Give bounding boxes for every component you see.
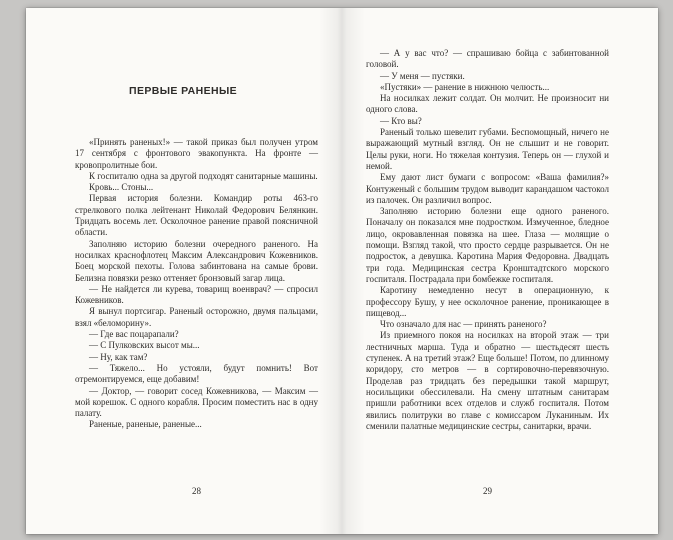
paragraph: На носилках лежит солдат. Он молчит. Не произносит ни одного слова. bbox=[366, 93, 609, 115]
paragraph: Первая история болезни. Командир роты 463-го стрелкового полка лейтенант Николай Федорович Белянкин. Тридцать восемь лет. Осколочное ранение правой поясничной области. bbox=[75, 193, 318, 238]
left-page-text bbox=[75, 137, 318, 431]
paragraph: Раненый только шевелит губами. Беспомощный, ничего не выражающий мутный взгляд. Он не слышит и не говорит. Целы руки, ноги. Но тяжелая контузия. Теперь он — глухой и немой. bbox=[366, 127, 609, 171]
paragraph: Каротину немедленно несут в операционную, к профессору Бушу, у нее осколочное ранение, проникающее в пищевод... bbox=[366, 285, 609, 318]
paragraph: Ему дают лист бумаги с вопросом: «Ваша фамилия?» Контуженый с большим трудом выводит карандашом частокол из палочек. Он различил вопрос. bbox=[366, 172, 609, 205]
chapter-heading: ПЕРВЫЕ РАНЕНЫЕ bbox=[129, 85, 238, 97]
paragraph: Кровь... Стоны... bbox=[89, 182, 154, 193]
right-page-text bbox=[366, 48, 609, 432]
paragraph: — Кто вы? bbox=[380, 115, 422, 126]
paragraph: Я вынул портсигар. Раненый осторожно, двумя пальцами, взял «беломорину». bbox=[75, 306, 318, 328]
right-page-number: 29 bbox=[483, 486, 492, 496]
paragraph: — Тяжело... Но устояли, будут помнить! Вот отремонтируемся, еще добавим! bbox=[75, 362, 318, 385]
paragraph: Заполняю историю болезни очередного раненого. На носилках краснофлотец Максим Александрович Кожевников. Боец морской пехоты. Голова забинтована на самые брови. Белизна повязки резко оттеняет бронзовый загар лица. bbox=[75, 238, 318, 283]
paragraph: — Доктор, — говорит сосед Кожевникова, — Максим — мой корешок. С одного корабля. Просим поместить нас в одну палату. bbox=[75, 385, 318, 419]
paragraph: — С Пулковских высот мы... bbox=[89, 340, 200, 351]
paragraph: — Где вас поцарапали? bbox=[89, 329, 179, 340]
paragraph: «Пустяки» — ранение в нижнюю челюсть... bbox=[380, 81, 550, 92]
paragraph: — Не найдется ли курева, товарищ военврач? — спросил Кожевников. bbox=[75, 283, 318, 306]
paragraph: — А у вас что? — спрашиваю бойца с забинтованной головой. bbox=[366, 48, 609, 70]
paragraph: «Принять раненых!» — такой приказ был получен утром 17 сентября с фронтового эвакопункта. На фронте — кровопролитные бои. bbox=[75, 137, 318, 170]
paragraph: — Ну, как там? bbox=[89, 351, 148, 362]
paragraph: Из приемного покоя на носилках на второй этаж — три лестничных марша. Туда и обратно — шестьдесят шесть ступенек. А на третий этаж? Еще больше! Потом, по длинному коридору, сто метров — в сортировочно-перевязочную. Проделав раз тридцать без передышки такой маршрут, носильщики обессилевали. На смену штатным санитарам пришли работники всех отделов и служб госпиталя. Потом явились политруки во главе с комиссаром Луканиным. Их сменили палатные медицинские сестры, санитарки, врачи. bbox=[366, 330, 609, 431]
left-page bbox=[26, 8, 342, 534]
paragraph: К госпиталю одна за другой подходят санитарные машины. bbox=[89, 170, 318, 181]
paragraph: Что означало для нас — принять раненого? bbox=[380, 319, 547, 330]
book-spread bbox=[26, 8, 658, 534]
paragraph: Раненые, раненые, раненые... bbox=[89, 419, 202, 430]
right-page bbox=[342, 8, 658, 534]
left-page-number: 28 bbox=[192, 486, 201, 496]
paragraph: — У меня — пустяки. bbox=[380, 70, 465, 81]
paragraph: Заполняю историю болезни еще одного раненого. Поначалу он показался мне подростком. Измученное, бледное лицо, окровавленная повязка на шее. Глаза — молящие о помощи. Взгляд такой, что просто сердце разрывается. Он не подросток, а девушка. Каротина Мария Федоровна. Двадцать три года. Медицинская сестра Кронштадтского морского госпиталя. Пострадала при бомбежке госпиталя. bbox=[366, 206, 609, 284]
